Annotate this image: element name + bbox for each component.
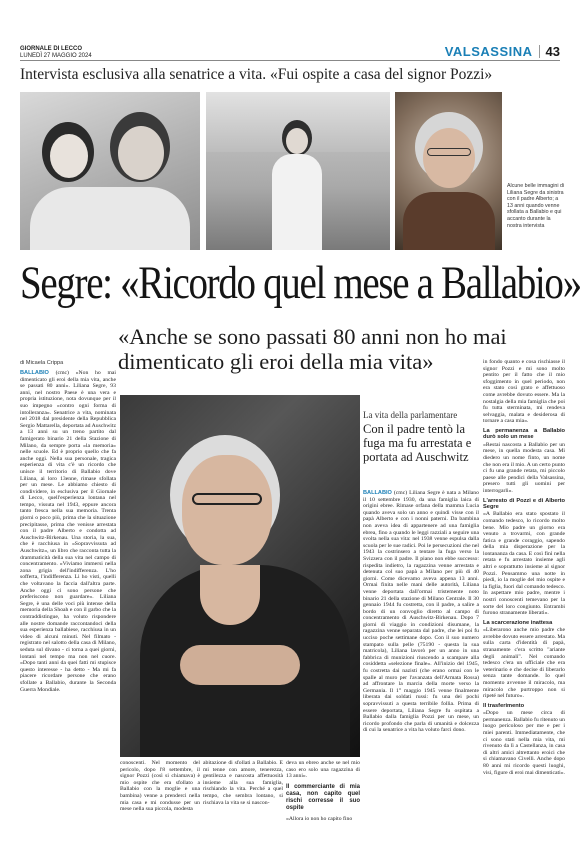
newspaper-name: GIORNALE DI LECCO [20,46,83,52]
box-kicker: La vita della parlamentare [363,410,458,420]
pull-quote: Il commerciante di mia casa, non capito quel rischi corresse il suo ospite [286,783,360,811]
issue-date: LUNEDÌ 27 MAGGIO 2024 [20,53,92,59]
photo-young-liliana [206,92,390,250]
photo-caption: Alcune belle immagini di Liliana Segre da sinistra con il padre Alberto; a 13 anni quando venne sfollata a Ballabio e qui accanto durante la nostra intervista [507,183,565,229]
section-header [445,44,560,59]
masthead [20,46,92,60]
article-column-3 [203,760,283,815]
dateline: BALLABIO [20,370,49,376]
photo-liliana-interview [395,92,502,250]
section-name: VALSASSINA [444,44,533,59]
section-text-3: «Liberarono anche mio padre che avrebbe dovuto essere arrestato. Ma sulla carta d'identità di papà, stranamente c'era scritto "ariante degli animali". Nel comando tedesco c'era un ufficiale che era veterinario e che decise di liberarlo senza tante domande. Io quel momento avvenne il miracolo, ma miracolo che purtroppo non si ripeté nel futuro». [483,627,565,700]
photo-father-and-daughter [20,92,200,250]
article-body-4: deva un ebreo anche se nel mio caso ero solo una ragazzina di 13 anni». [286,760,360,780]
sidebar-box [363,410,479,464]
box-title: Con il padre tentò la fuga ma fu arrestata e portata ad Auschwitz [363,422,472,464]
section-title-4: Il trasferimento [483,702,525,709]
box-text: (cmc) Liliana Segre è nata a Milano il 10 settembre 1930, da una famiglia laica di origini ebree. Rimase orfana della mamma Lucia quando aveva solo un anno e quindi visse con il papà Alberto e con i nonni paterni. Da bambina non aveva idea di appartenere ad una famiglia ebrea, fino a quando le leggi razziali a seguire una svolta nella sua vita: nel 1938 venne espulsa dalla scuola per le sue radici. Poi le persecuzioni che nel 1943 la costrinsero a tentare la fuga verso la Svizzera con il padre. Il piano non ebbe successo: rispedita indietro, la ragazzina venne arrestata e detenuta col suo papà a Milano per più di 40 giorni. Come dicevamo aveva appena 13 anni. Ormai finita nelle mani delle autorità, Liliana venne deportata dall'ormai tristemente noto binario 21 della stazione di Milano Centrale. Il 30 gennaio 1944 fu costretta, con il padre, a salire a bordo di un convoglio diretto al campo di concentramento di Auschwitz-Birkenau. Dopo 7 giorni di viaggio in condizioni disumane, la ragazzina venne separata dal padre, che lei poi fu ucciso poche settimane dopo. Con il suo numero stampato sulla pelle (75190 - questa la sua matricola), Liliana lavorò per un anno in una fabbrica di munizioni riuscendo a scampare alla cosiddetta «selezione finale». All'inizio del 1945, fu costretta dai nazisti (che erano ormai con le spalle al muro per l'avanzata dell'Armata Rossa) ad affrontare la marcia della morte verso la Germania. Il 1° maggio 1945 venne finalmente liberata dai soldati russi: fu una dei pochi sopravvissuti a questa terribile follia. Prima di essere deportata, Liliana Segre fu ospitata a Ballabio dalla famiglia Pozzi per un mese, un ricordo profondo che parla di umanità e dolcezza di cui la senatrice a vita ha voluto farci dono. [363,490,479,734]
box-dateline: BALLABIO [363,490,392,496]
section-title-2: L'arresto di Pozzi e di Alberto Segre [483,497,565,510]
section-text-1: «Restai nascosta a Ballabio per un mese, in quella modesta casa. Mi diedero un nome finto, un nome che non era il mio. A un certo punto ci fu una grande retata, mi piccolo paese alle pendici della Valsassina, presero tutti gli uomini per interrogarli». [483,441,565,494]
article-body-1: (cmc) «Non ho mai dimenticato gli eroi della mia vita, anche se passati 80 anni». Liliana Segre, 93 anni, nel nostro Paese è una vera e propria istituzione, nota dovunque per il suo impegno «contro ogni forma di intolleranza». Senatrice a vita, nominata nel 2018 dal presidente della Repubblica Sergio Mattarella, deportata ad Auschwitz a 13 anni su un treno partito dal famigerato binario 21 della Stazione di Milano, da sempre porta «la memoria» nelle scuole. Ed è proprio quello che fa anche oggi. Nella sua personale, tragica esperienza di vita c'è un ricordo che unisce il territorio di Ballabio dove Liliana, ai loro 13enne, rimase sfollata per un mese. Le abbiamo chiesto di condividere, in esclusiva per il Giornale di Lecco, quell'esperienza lontana nel tempo, vissuta nel 1943, eppure ancora tanto fresca nella sua memoria. Trenta giorni o poco più, prima che la situazione precipitasse, prima che venisse arrestata con il padre Alberto e condotta ad Auschwitz-Birkenau. Una storia, la sua, che è racchiusa in «Sopravvissuta ad Auschwitz», un libro che racconta tutta la drammaticità della sua vita nel campo di concentramento. «Viviamo immersi nella zona grigia dell'indifferenza. L'ho sofferta, l'indifferenza. Li ho visti, quelli che voltavano la faccia dall'altra parte. Anche oggi ci sono persone che preferiscono non guardare». Liliana Segre, è una delle voci più intense della memoria della Shoah e con il garbo che la contraddistingue, ha voluto rispondere alle nostre domande raccontandoci della sua esperienza ballabiese, racchiusa in un video di alcuni minuti. Nel filmato - registrato nel salotto della casa di Milano, seduta sul divano - ci torna a quei giorni, lontani nel tempo ma non nel cuore. «Dopo tanti anni da quei fatti mi stupisce questo interesse - ha detto - Ma mi fa piacere ricordare persone che erano sfollate a Ballabio, durante la Seconda Guerra Mondiale. [20,370,116,693]
section-text-4: «Dopo un mese circa di permanenza. Ballabio fu ritenuto un luogo pericoloso per me e per i miei parenti. Immediatamente, che ci sono stati nella mia vita, mi rivenuto da lì a Castellanza, in casa di altri amici altrettanto eroici che si chiamavano Civelli. Anche dopo 80 anni mi ricordo questi luoghi, visi, figure di eroi mai dimenticati». [483,710,565,776]
page-number: 43 [545,44,560,59]
section-text-2: «A Ballabio era stato spostato il comando tedesco, lo ricordo molto bene. Mio padre un giorno era venuto a trovarmi, con grande fatica e grande coraggio, sapendo della mia disperazione per la lontananza da casa. E così finì nella retata e fu arrestato insieme agli altri e soprattutto insieme al signor Pozzi. Pensammo una notte in piedi, io la moglie del mio ospite e la figlia, fuori dal comando tedesco. In aspettare mio padre, mentre i nostri conoscenti temevano per la sorte del loro congiunto. Entrambi furono stranamente liberati». [483,511,565,617]
right-intro: in fondo quanto e cosa rischiasse il signor Pozzi e mi sono molto pentito per il fatto che il mio sfoggimento in quel periodo, non era stato così grato e affettuoso come avrebbe dovuto essere. Ma la nostalgia della mia famiglia che poi fu tutta sterminata, mi rendeva selvaggia, malata e desiderosa di tornare a casa mia». [483,359,565,425]
header-separator [539,45,540,58]
article-column-1 [20,370,116,815]
article-column-right [483,359,565,815]
headline: Segre: «Ricordo quel mese a Ballabio» [20,257,581,309]
section-title-3: La scarcerazione inattesa [483,619,553,626]
article-body-2: conoscenti. Nel momento del pericolo, dopo l'8 settembre, il signor Pozzi (così si chiamava) è mio ospite che era sfollato a Ballabio con la moglie e una bambina) venne a prenderci nella mia casa e mi condusse per un mese nella sua piccola, modesta [120,760,200,813]
article-body-3: abitazione di sfollati a Ballabio. E mi tenne con amore, tenerezza, gentilezza e nascosta affettuosità insieme alla sua famiglia, rischiando la vita. Perché a quel tempo, che sembra lontano, si rischiava la vita se si nascon- [203,760,283,806]
article-kicker: Intervista esclusiva alla senatrice a vita. «Fui ospite a casa del signor Pozzi» [20,66,493,83]
article-body-5: «Allora io non ho capito fino [286,815,353,822]
byline: di Micaela Crippa [20,360,64,366]
article-column-4 [286,760,360,822]
photo-liliana-portrait [120,395,360,757]
subheadline: «Anche se sono passati 80 anni non ho mai dimenticato gli eroi della mia vita» [118,324,507,374]
header-divider [20,60,560,61]
article-column-2 [120,760,200,815]
section-title-1: La permanenza a Ballabio durò solo un mese [483,427,565,441]
box-body [363,490,479,815]
